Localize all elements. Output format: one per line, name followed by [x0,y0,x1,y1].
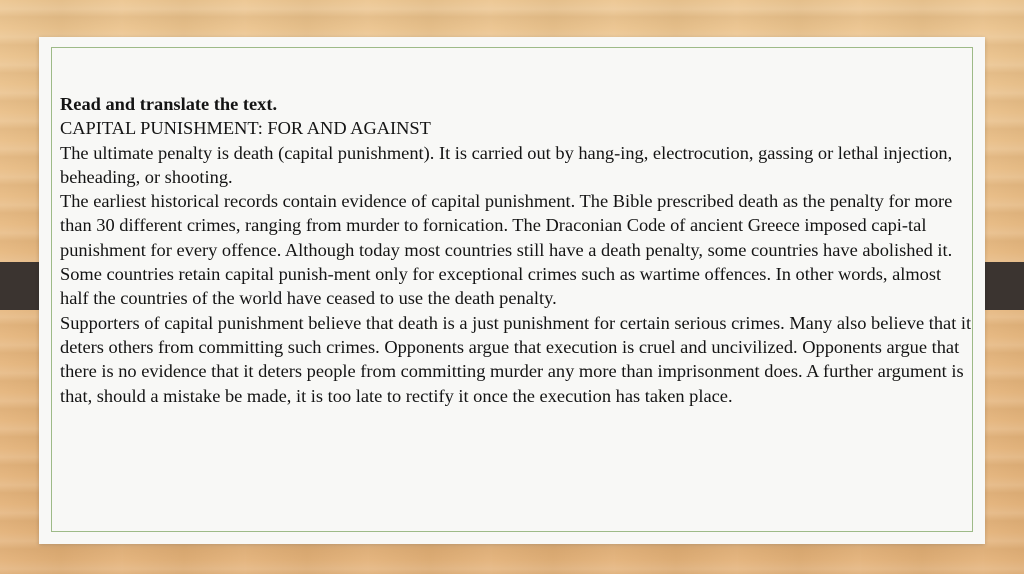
instruction-heading: Read and translate the text. [60,94,278,114]
paragraph-1: The ultimate penalty is death (capital punishment). It is carried out by hang-ing, electrocution, gassing or lethal injection, beheading, or shooting. [60,142,953,187]
slide-text-body [60,92,972,408]
text-title: CAPITAL PUNISHMENT: FOR AND AGAINST [60,118,431,139]
paragraph-3: Supporters of capital punishment believe that death is a just punishment for certain serious crimes. Many also believe that it deters others from committing such crimes. Opponents argue that execution is cruel and uncivilized. Opponents argue that there is no evidence that it deters people from committing murder any more than imprisonment does. A further argument is that, should a mistake be made, it is too late to rectify it once the execution has taken place. [60,312,972,406]
paragraph-2: The earliest historical records contain evidence of capital punishment. The Bible prescribed death as the penalty for more than 30 different crimes, ranging from murder to fornication. The Draconian Code of ancient Greece imposed capi-tal punishment for every offence. Although today most countries still have a death penalty, some countries have abolished it. Some countries retain capital punish-ment only for exceptional crimes such as wartime offences. In other words, almost half the countries of the world have ceased to use the death penalty. [60,191,953,309]
